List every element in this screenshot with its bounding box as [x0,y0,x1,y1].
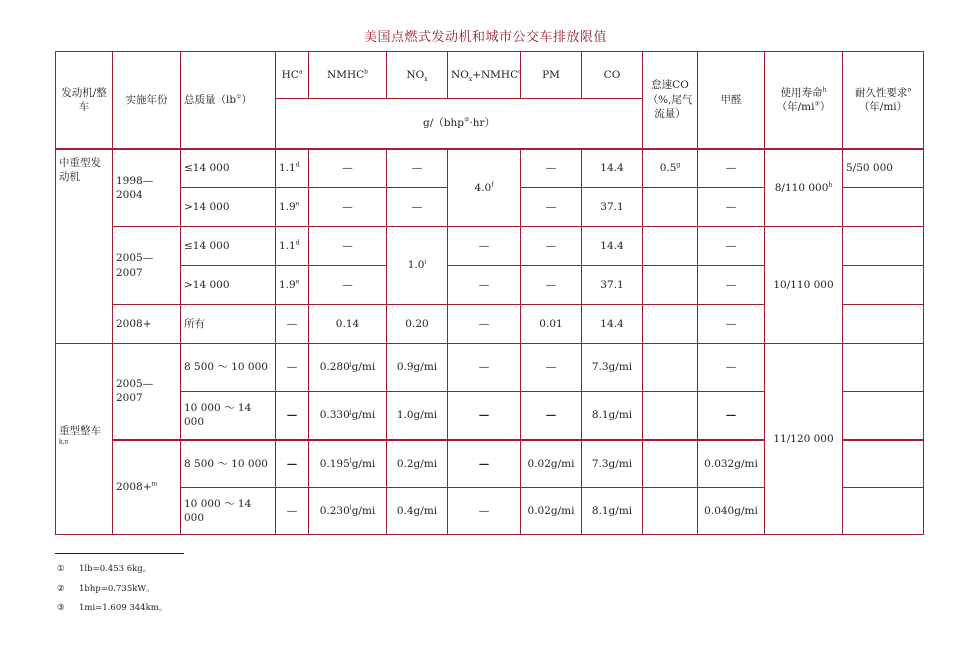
formaldehyde-cell: — [698,227,765,266]
hc-cell: 1.9e [276,188,309,227]
hc-cell: — [276,344,309,392]
formaldehyde-cell: — [698,344,765,392]
table-row [56,149,924,188]
nox-nmhc-cell: 4.0$^f$ [448,149,521,227]
formaldehyde-cell: — [698,392,765,440]
mass-cell: >14 000 [181,188,276,227]
pm-cell: — [521,188,582,227]
pm-cell: — [521,227,582,266]
durability-cell [843,440,924,488]
idle-co-cell [643,488,698,535]
nox-nmhc-cell: — [448,344,521,392]
formaldehyde-cell: — [698,266,765,305]
header-year: 实施年份 [113,52,181,149]
idle-co-cell [643,305,698,344]
header-total-mass: 总质量（lb①） [181,52,276,149]
durability-cell [843,488,924,535]
nmhc-cell: 0.230$^l$g/mi [309,488,387,535]
mass-cell: 10 000 ～ 14 000 [181,392,276,440]
idle-co-cell [643,392,698,440]
hc-cell: 1.9e [276,266,309,305]
co-cell: 37.1 [582,188,643,227]
hc-cell: 1.1$^d$ [276,149,309,188]
idle-co-cell [643,188,698,227]
nox-nmhc-cell: — [448,266,521,305]
co-cell: 14.4 [582,227,643,266]
year-cell: 2005—2007 [113,344,181,440]
useful-life-cell: 8/110 000$^h$ [765,149,843,227]
nox-cell: 0.9g/mi [387,344,448,392]
header-row-1 [56,52,924,99]
pm-cell: — [521,149,582,188]
formaldehyde-cell: 0.032g/mi [698,440,765,488]
nox-cell: 0.2g/mi [387,440,448,488]
header-nox: $NO_x$ [387,52,448,99]
table-row [56,227,924,266]
header-idle-co: 怠速CO（%,尾气流量） [643,52,698,149]
useful-life-cell: 11/120 000 [765,344,843,535]
hc-cell: — [276,488,309,535]
nox-cell: — [387,149,448,188]
header-nox-nmhc: $NO_x+NMHC^c$ [448,52,521,99]
durability-cell [843,266,924,305]
idle-co-cell: 0.5$^g$ [643,149,698,188]
footnote-1: ① 1lb=0.453 6kg。 [57,564,152,574]
nmhc-cell: 0.280$^j$g/mi [309,344,387,392]
pm-cell: — [521,344,582,392]
footnote-3: ③ 1mi=1.609 344km。 [57,603,168,613]
co-cell: 7.3g/mi [582,440,643,488]
nox-cell: 0.20 [387,305,448,344]
nmhc-cell: — [309,227,387,266]
header-unit: g/（bhp②·hr） [276,99,643,149]
hc-cell: — [276,392,309,440]
nox-cell: 1.0g/mi [387,392,448,440]
nox-cell: — [387,188,448,227]
nmhc-cell: 0.330$^j$g/mi [309,392,387,440]
mass-cell: 10 000 ～ 14 000 [181,488,276,535]
formaldehyde-cell: — [698,149,765,188]
year-cell: 2008+$^m$ [113,440,181,535]
co-cell: 8.1g/mi [582,392,643,440]
useful-life-cell: 10/110 000 [765,227,843,344]
nmhc-cell: — [309,188,387,227]
durability-cell [843,392,924,440]
co-cell: 14.4 [582,305,643,344]
year-cell: 2008+ [113,305,181,344]
pm-cell: 0.02g/mi [521,440,582,488]
mass-cell: ≤14 000 [181,227,276,266]
idle-co-cell [643,266,698,305]
nox-nmhc-cell: — [448,440,521,488]
nox-nmhc-cell: — [448,227,521,266]
nmhc-cell: 0.195$^l$g/mi [309,440,387,488]
header-durability: 耐久性要求$^o$ （年/mi） [843,52,924,149]
header-useful-life: 使用寿命$^h$ （年/mi③） [765,52,843,149]
co-cell: 14.4 [582,149,643,188]
idle-co-cell [643,440,698,488]
table-row [56,344,924,392]
durability-cell [843,188,924,227]
durability-cell: 5/50 000 [843,149,924,188]
idle-co-cell [643,227,698,266]
pm-cell: — [521,266,582,305]
nmhc-cell: 0.14 [309,305,387,344]
mass-cell: >14 000 [181,266,276,305]
durability-cell [843,344,924,392]
hc-cell: 1.1$^d$ [276,227,309,266]
header-pm: PM [521,52,582,99]
mass-cell: 所有 [181,305,276,344]
document-title: 美国点燃式发动机和城市公交车排放限值 [363,30,607,45]
pm-cell: 0.02g/mi [521,488,582,535]
mass-cell: 8 500 ～ 10 000 [181,344,276,392]
header-hc: $HC^a$ [276,52,309,99]
durability-cell [843,305,924,344]
co-cell: 8.1g/mi [582,488,643,535]
nmhc-cell: — [309,149,387,188]
group-heavy-vehicle: 重型整车$^{k,n}$ [56,344,113,535]
hc-cell: — [276,440,309,488]
hc-cell: — [276,305,309,344]
footnote-2: ② 1bhp=0.735kW。 [57,584,155,594]
nox-nmhc-cell: — [448,392,521,440]
co-cell: 37.1 [582,266,643,305]
mass-cell: ≤14 000 [181,149,276,188]
formaldehyde-cell: — [698,188,765,227]
nmhc-cell: — [309,266,387,305]
mass-cell: 8 500 ～ 10 000 [181,440,276,488]
header-co: CO [582,52,643,99]
nox-nmhc-cell: — [448,305,521,344]
co-cell: 7.3g/mi [582,344,643,392]
footnote-divider [55,553,184,554]
group-medium-heavy: 中重型发动机 [56,149,113,344]
emission-limits-table [55,51,924,535]
header-nmhc: NMHC$^b$ [309,52,387,99]
pm-cell: — [521,392,582,440]
idle-co-cell [643,344,698,392]
nox-nmhc-cell: — [448,488,521,535]
year-cell: 2005—2007 [113,227,181,305]
header-formaldehyde: 甲醛 [698,52,765,149]
pm-cell: 0.01 [521,305,582,344]
durability-cell [843,227,924,266]
formaldehyde-cell: — [698,305,765,344]
formaldehyde-cell: 0.040g/mi [698,488,765,535]
nox-cell: 1.0$^i$ [387,227,448,305]
nox-cell: 0.4g/mi [387,488,448,535]
header-engine-vehicle: 发动机/整车 [56,52,113,149]
year-cell: 1998—2004 [113,149,181,227]
